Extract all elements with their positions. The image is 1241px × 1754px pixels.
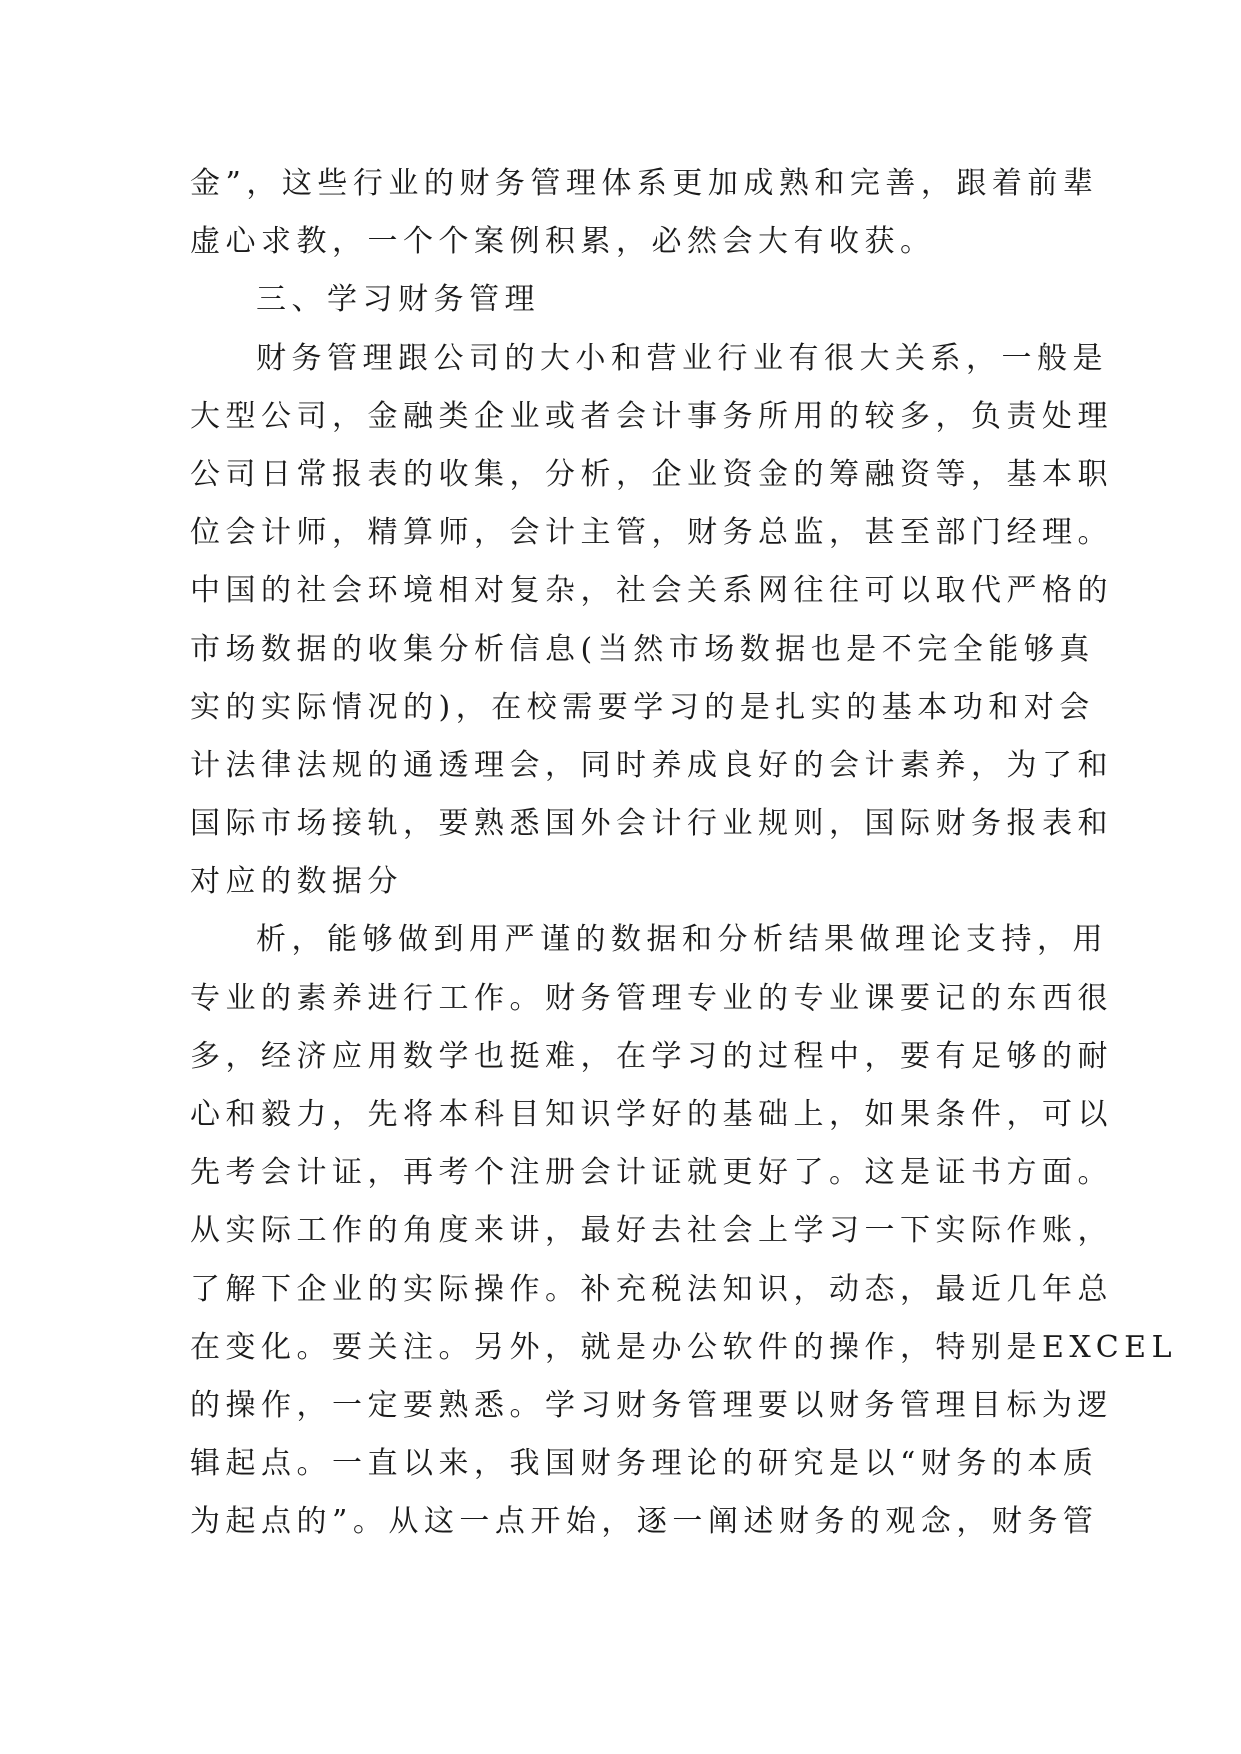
- text-line: 计法律法规的通透理会，同时养成良好的会计素养，为了和: [190, 747, 1113, 783]
- text-line: 心和毅力，先将本科目知识学好的基础上，如果条件，可以: [190, 1097, 1113, 1132]
- text-line: 中国的社会环境相对复杂，社会关系网往往可以取代严格的: [190, 573, 1113, 609]
- text-line: 位会计师，精算师，会计主管，财务总监，甚至部门经理。: [190, 515, 1113, 551]
- text-line: 从实际工作的角度来讲，最好去社会上学习一下实际作账，: [190, 1213, 1113, 1249]
- text-line: 析，能够做到用严谨的数据和分析结果做理论支持，用: [256, 922, 1108, 958]
- text-line: 公司日常报表的收集，分析，企业资金的筹融资等，基本职: [190, 456, 1113, 492]
- section-heading: 三、学习财务管理: [256, 282, 540, 318]
- text-line: 多，经济应用数学也挺难，在学习的过程中，要有足够的耐: [190, 1038, 1113, 1074]
- text-line: 先考会计证，再考个注册会计证就更好了。这是证书方面。: [190, 1155, 1113, 1191]
- text-line: 虚心求教，一个个案例积累，必然会大有收获。: [190, 224, 936, 260]
- text-line: 国际市场接轨，要熟悉国外会计行业规则，国际财务报表和: [190, 806, 1113, 842]
- text-line: 财务管理跟公司的大小和营业行业有很大关系，一般是: [256, 340, 1108, 376]
- text-line: 专业的素养进行工作。财务管理专业的专业课要记的东西很: [190, 980, 1113, 1016]
- text-line: 金”，这些行业的财务管理体系更加成熟和完善，跟着前辈: [190, 166, 1099, 201]
- text-line: 大型公司，金融类企业或者会计事务所用的较多，负责处理: [190, 398, 1113, 434]
- text-line: 了解下企业的实际操作。补充税法知识，动态，最近几年总: [190, 1271, 1113, 1307]
- text-line: 对应的数据分: [190, 864, 403, 900]
- document-body: [190, 155, 1178, 1552]
- text-line: 实的实际情况的)，在校需要学习的是扎实的基本功和对会: [190, 689, 1095, 725]
- text-line: 的操作，一定要熟悉。学习财务管理要以财务管理目标为逻: [190, 1387, 1113, 1423]
- text-line: 为起点的”。从这一点开始，逐一阐述财务的观念，财务管: [190, 1504, 1099, 1540]
- text-line: 在变化。要关注。另外，就是办公软件的操作，特别是EXCEL: [190, 1329, 1178, 1365]
- text-line: 市场数据的收集分析信息(当然市场数据也是不完全能够真: [190, 631, 1095, 667]
- text-line: 辑起点。一直以来，我国财务理论的研究是以“财务的本质: [190, 1446, 1099, 1482]
